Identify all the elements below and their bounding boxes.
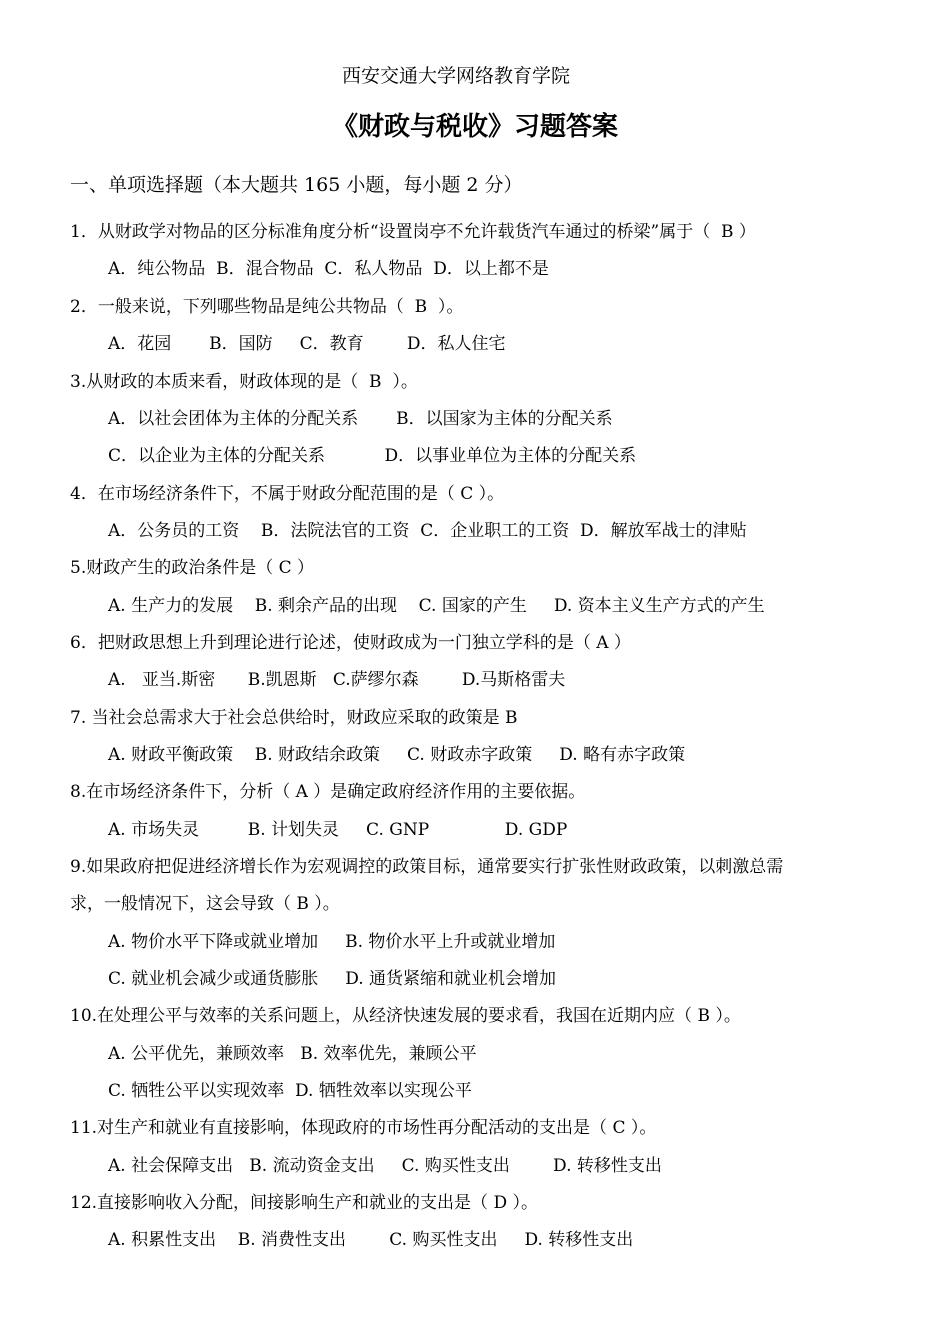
- question-9-line-2: 求，一般情况下，这会导致（ B ）。: [70, 894, 340, 914]
- question-4: 4．在市场经济条件下，不属于财政分配范围的是（ C ）。: [70, 484, 505, 504]
- institution-name: 西安交通大学网络教育学院: [342, 65, 571, 87]
- question-2: 2．一般来说，下列哪些物品是纯公共物品（ B ）。: [70, 297, 464, 317]
- question-5-options: A. 生产力的发展 B. 剩余产品的出现 C. 国家的产生 D. 资本主义生产方式的产生: [108, 596, 765, 616]
- question-11: 11.对生产和就业有直接影响，体现政府的市场性再分配活动的支出是（ C ）。: [70, 1118, 657, 1138]
- question-3-options-row-1: A．以社会团体为主体的分配关系 B．以国家为主体的分配关系: [108, 409, 613, 429]
- question-5: 5.财政产生的政治条件是（ C ）: [70, 558, 315, 578]
- question-9-options-row-2: C. 就业机会减少或通货膨胀 D. 通货紧缩和就业机会增加: [108, 969, 557, 989]
- question-6-options: A. 亚当.斯密 B.凯恩斯 C.萨缪尔森 D.马斯格雷夫: [108, 670, 566, 690]
- question-10-options-row-2: C. 牺牲公平以实现效率 D. 牺牲效率以实现公平: [108, 1081, 472, 1101]
- question-8-options: A. 市场失灵 B. 计划失灵 C. GNP D. GDP: [108, 820, 568, 840]
- question-1: 1．从财政学对物品的区分标准角度分析“设置岗亭不允许载货汽车通过的桥梁”属于（ B ）: [70, 222, 756, 242]
- question-2-options: A．花园 B．国防 C．教育 D．私人住宅: [108, 334, 506, 354]
- question-7-options: A. 财政平衡政策 B. 财政结余政策 C. 财政赤字政策 D. 略有赤字政策: [108, 745, 686, 765]
- question-10: 10.在处理公平与效率的关系问题上，从经济快速发展的要求看，我国在近期内应（ B ）。: [70, 1006, 741, 1026]
- question-10-options-row-1: A. 公平优先，兼顾效率 B. 效率优先，兼顾公平: [108, 1044, 477, 1064]
- section-title: 一、单项选择题（本大题共 165 小题，每小题 2 分）: [70, 174, 523, 196]
- question-6: 6．把财政思想上升到理论进行论述，使财政成为一门独立学科的是（ A ）: [70, 633, 631, 653]
- question-12-options: A. 积累性支出 B. 消费性支出 C. 购买性支出 D. 转移性支出: [108, 1230, 634, 1250]
- question-11-options: A. 社会保障支出 B. 流动资金支出 C. 购买性支出 D. 转移性支出: [108, 1156, 662, 1176]
- question-12: 12.直接影响收入分配，间接影响生产和就业的支出是（ D ）。: [70, 1193, 538, 1213]
- question-1-options: A．纯公物品 B．混合物品 C．私人物品 D．以上都不是: [108, 259, 549, 279]
- question-3: 3.从财政的本质来看，财政体现的是（ B ）。: [70, 372, 418, 392]
- question-8: 8.在市场经济条件下，分析（ A ）是确定政府经济作用的主要依据。: [70, 782, 586, 802]
- question-9-options-row-1: A. 物价水平下降或就业增加 B. 物价水平上升或就业增加: [108, 932, 556, 952]
- question-3-options-row-2: C．以企业为主体的分配关系 D．以事业单位为主体的分配关系: [108, 446, 637, 466]
- document-title: 《财政与税收》习题答案: [331, 112, 618, 142]
- question-9-line-1: 9.如果政府把促进经济增长作为宏观调控的政策目标，通常要实行扩张性财政政策，以刺激总需: [70, 857, 784, 877]
- question-7: 7. 当社会总需求大于社会总供给时，财政应采取的政策是 B: [70, 708, 518, 728]
- question-4-options: A．公务员的工资 B．法院法官的工资 C．企业职工的工资 D．解放军战士的津贴: [108, 521, 747, 541]
